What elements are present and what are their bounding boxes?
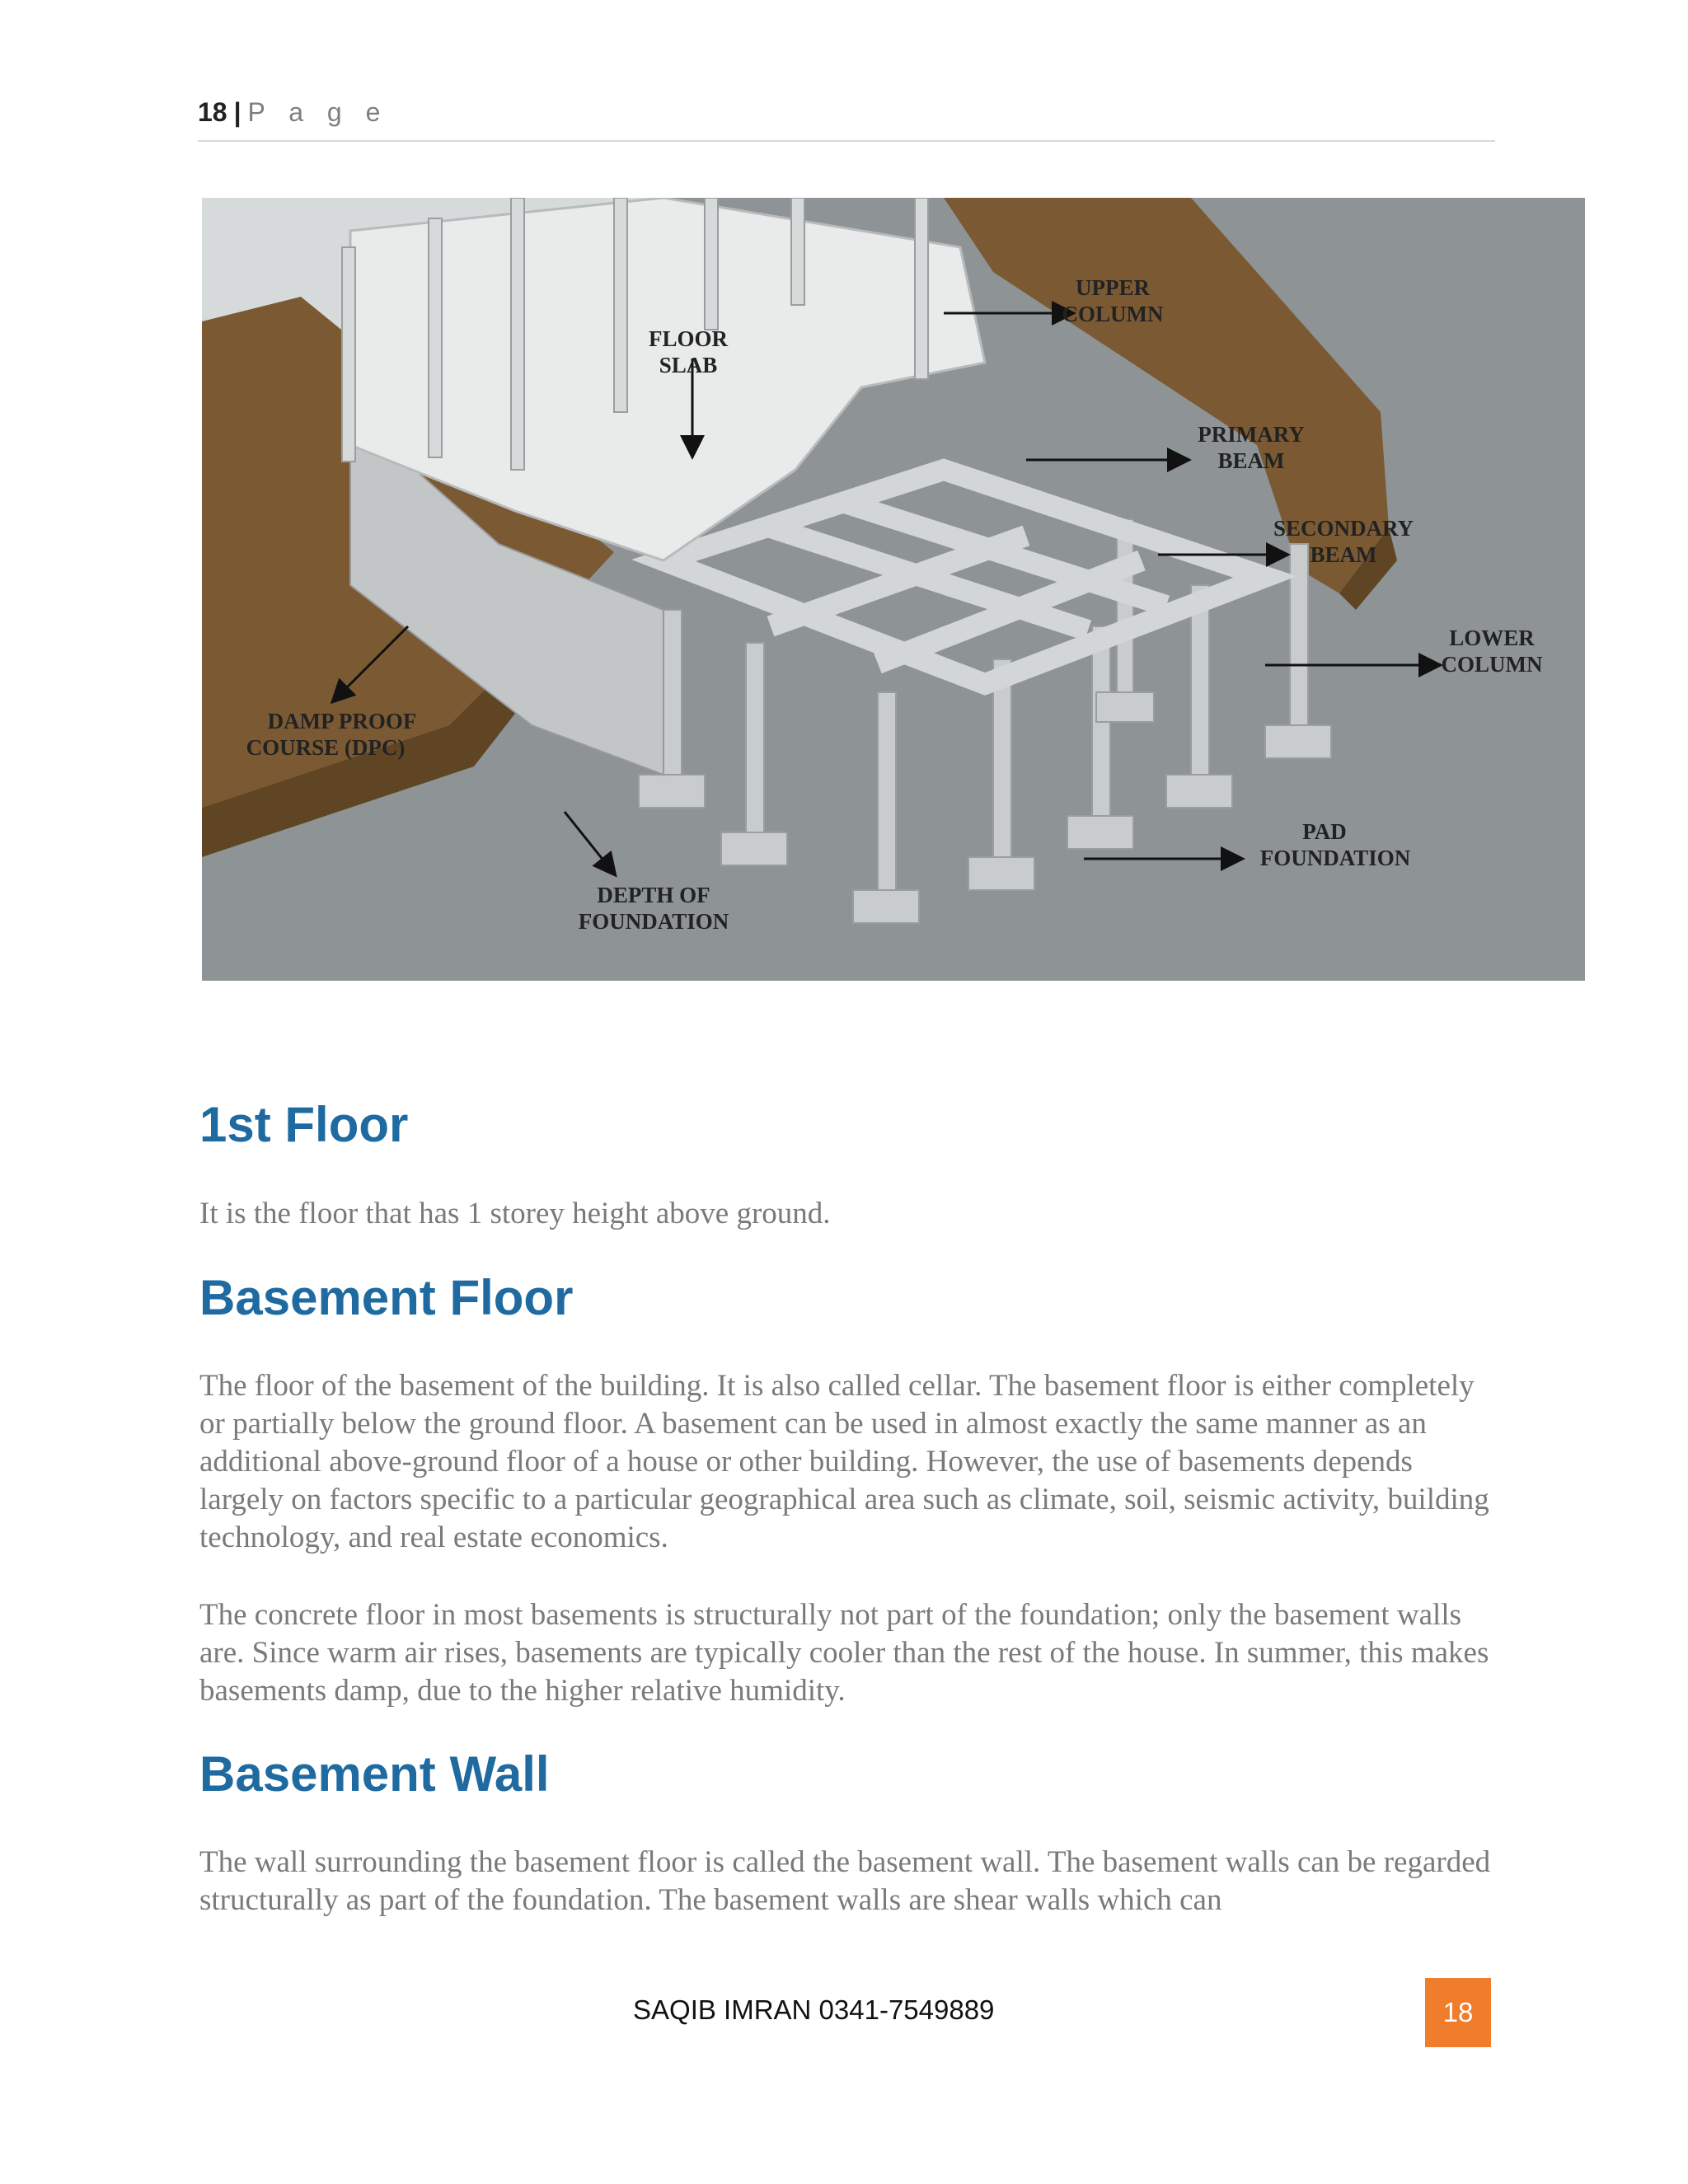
header-page-word: P a g e <box>247 97 389 127</box>
label-floor-slab-2: SLAB <box>659 353 718 377</box>
text-basement-floor-p1: The floor of the basement of the building. It is also called cellar. The basement floor is either completely or partially below the ground floor. A basement can be used in almost exactly the same manner as an additional above-ground floor of a house or other building. However, the use of basements depends largely on factors specific to a particular geographical area such as climate, soil, seismic activity, building technology, and real estate economics. <box>199 1369 1489 1554</box>
label-primary-beam-1: PRIMARY <box>1198 422 1305 447</box>
heading-basement-wall: Basement Wall <box>199 1746 550 1802</box>
structure-diagram <box>202 198 1585 981</box>
label-depth-of-foundation-2: FOUNDATION <box>578 909 729 934</box>
text-basement-wall: The wall surrounding the basement floor is called the basement wall. The basement walls can be regarded structurally as part of the foundation. The basement walls are shear walls which can <box>199 1845 1491 1917</box>
footer-author: SAQIB IMRAN 0341-7549889 <box>633 1994 995 2025</box>
label-dpc-2: COURSE (DPC) <box>246 735 406 760</box>
header-page-number: 18 <box>198 97 227 127</box>
header-separator: | <box>233 97 241 127</box>
footer-page-badge: 18 <box>1425 1978 1491 2047</box>
label-upper-column-2: COLUMN <box>1062 302 1164 326</box>
text-basement-floor-p2: The concrete floor in most basements is structurally not part of the foundation; only the basement walls are. Since warm air rises, basements are typically cooler than the rest of the house. In summer, this makes basements damp, due to the higher relative humidity. <box>199 1598 1489 1708</box>
label-secondary-beam-1: SECONDARY <box>1273 516 1414 541</box>
heading-basement-floor: Basement Floor <box>199 1270 574 1325</box>
label-pad-foundation-1: PAD <box>1302 819 1347 844</box>
label-lower-column-2: COLUMN <box>1441 652 1543 677</box>
label-upper-column-1: UPPER <box>1076 275 1150 300</box>
label-floor-slab-1: FLOOR <box>648 326 729 351</box>
label-pad-foundation-2: FOUNDATION <box>1259 846 1411 870</box>
label-primary-beam-2: BEAM <box>1217 448 1285 473</box>
label-depth-of-foundation-1: DEPTH OF <box>597 883 710 907</box>
heading-first-floor: 1st Floor <box>199 1097 409 1152</box>
label-secondary-beam-2: BEAM <box>1310 542 1377 567</box>
label-lower-column-1: LOWER <box>1449 626 1535 650</box>
page-header <box>198 97 1495 142</box>
label-dpc-1: DAMP PROOF <box>267 709 417 733</box>
text-first-floor: It is the floor that has 1 storey height above ground. <box>199 1197 831 1230</box>
